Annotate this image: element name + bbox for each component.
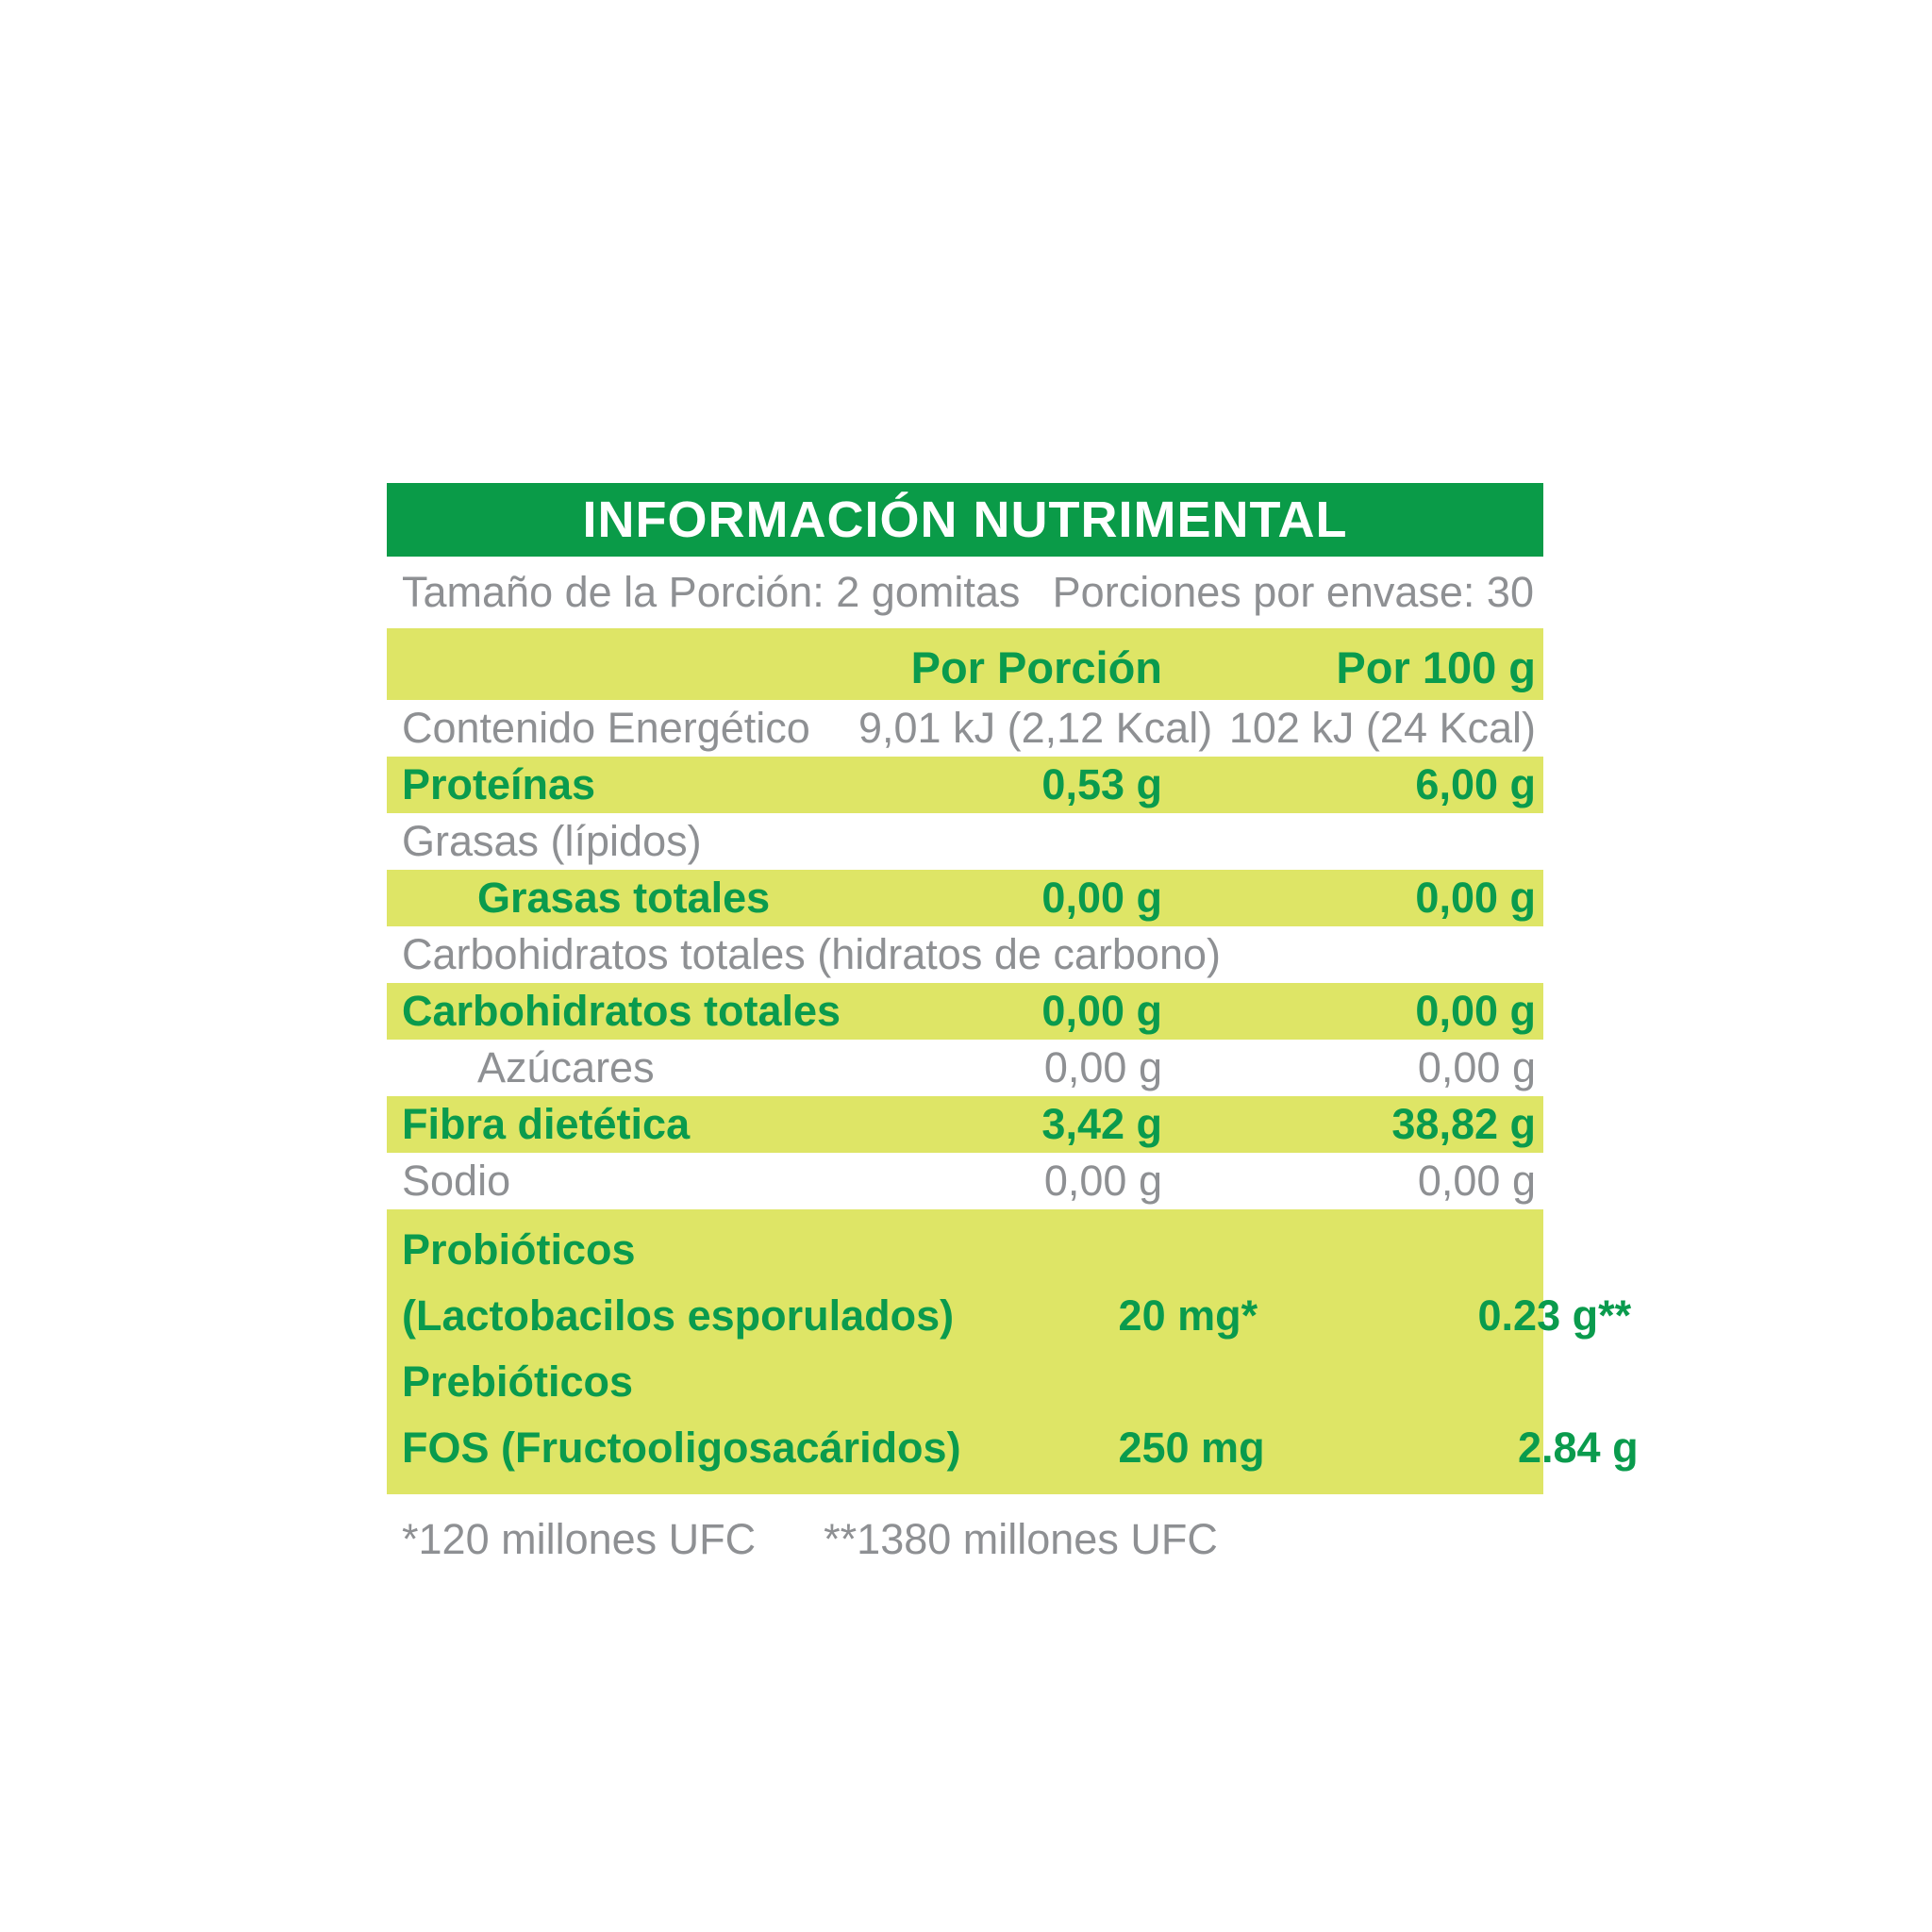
nutrient-row-total-carbs [387, 983, 1543, 1040]
nutrient-label: Proteínas [402, 760, 596, 808]
column-header-band [387, 628, 1543, 700]
nutrient-row-sugars [387, 1040, 1543, 1096]
section-label: Carbohidratos totales (hidratos de carbono) [402, 930, 1221, 978]
column-header-per-100g: Por 100 g [1336, 641, 1536, 692]
nutrient-row-fiber [387, 1096, 1543, 1153]
servings-per-container-text: Porciones por envase: 30 [1052, 568, 1534, 616]
biotics-block [387, 1209, 1639, 1494]
nutrient-label: Azúcares [477, 1043, 655, 1091]
nutrient-label: Fibra dietética [402, 1100, 691, 1148]
section-row-carbohydrates [387, 926, 1543, 983]
nutrient-label: Contenido Energético [402, 704, 810, 752]
value-per-100g: 0,00 g [1415, 874, 1536, 922]
value-per-100g: 6,00 g [1415, 760, 1536, 808]
footnotes-row [387, 1494, 1543, 1564]
value-per-serving: 9,01 kJ (2,12 Kcal) [858, 704, 1213, 752]
section-row-fats [387, 813, 1543, 870]
probiotics-title: Probióticos [402, 1225, 636, 1274]
nutrient-row-protein [387, 757, 1543, 813]
nutrient-label: (Lactobacilos esporulados) [402, 1291, 955, 1340]
nutrient-row-total-fat [387, 870, 1543, 926]
nutrient-label: Grasas totales [477, 874, 771, 922]
value-per-serving: 3,42 g [1041, 1100, 1162, 1148]
value-per-serving: 20 mg* [1118, 1291, 1258, 1340]
nutrition-label-title: INFORMACIÓN NUTRIMENTAL [582, 491, 1348, 548]
nutrient-label: Sodio [402, 1157, 511, 1205]
footnote-ufc-per-100g: **1380 millones UFC [824, 1515, 1218, 1563]
value-per-100g: 0,00 g [1417, 1157, 1536, 1205]
value-per-serving: 0,00 g [1041, 874, 1162, 922]
nutrition-label-title-bar [387, 483, 1543, 557]
value-per-serving: 0,53 g [1041, 760, 1162, 808]
nutrition-label [387, 483, 1639, 1564]
serving-info-row [387, 557, 1543, 628]
value-per-serving: 0,00 g [1041, 987, 1162, 1035]
value-per-serving: 250 mg [1118, 1424, 1265, 1472]
serving-size-text: Tamaño de la Porción: 2 gomitas [402, 568, 1021, 616]
nutrient-row-energy [387, 700, 1543, 757]
value-per-100g: 0,00 g [1417, 1043, 1536, 1091]
value-per-100g: 0.23 g** [1477, 1291, 1632, 1340]
footnote-ufc-per-serving: *120 millones UFC [402, 1515, 757, 1563]
prebiotics-title: Prebióticos [402, 1357, 634, 1406]
value-per-100g: 2.84 g [1517, 1424, 1639, 1472]
value-per-serving: 0,00 g [1043, 1043, 1162, 1091]
nutrient-row-probiotics [387, 1283, 1632, 1349]
column-header-per-serving: Por Porción [910, 641, 1162, 692]
value-per-serving: 0,00 g [1043, 1157, 1162, 1205]
nutrient-row-sodium [387, 1153, 1543, 1209]
section-label: Grasas (lípidos) [402, 817, 702, 865]
nutrient-label: Carbohidratos totales [402, 987, 841, 1035]
nutrient-label: FOS (Fructooligosacáridos) [402, 1424, 961, 1472]
value-per-100g: 38,82 g [1391, 1100, 1536, 1148]
value-per-100g: 0,00 g [1415, 987, 1536, 1035]
nutrient-row-prebiotics [387, 1415, 1639, 1481]
value-per-100g: 102 kJ (24 Kcal) [1228, 704, 1536, 752]
